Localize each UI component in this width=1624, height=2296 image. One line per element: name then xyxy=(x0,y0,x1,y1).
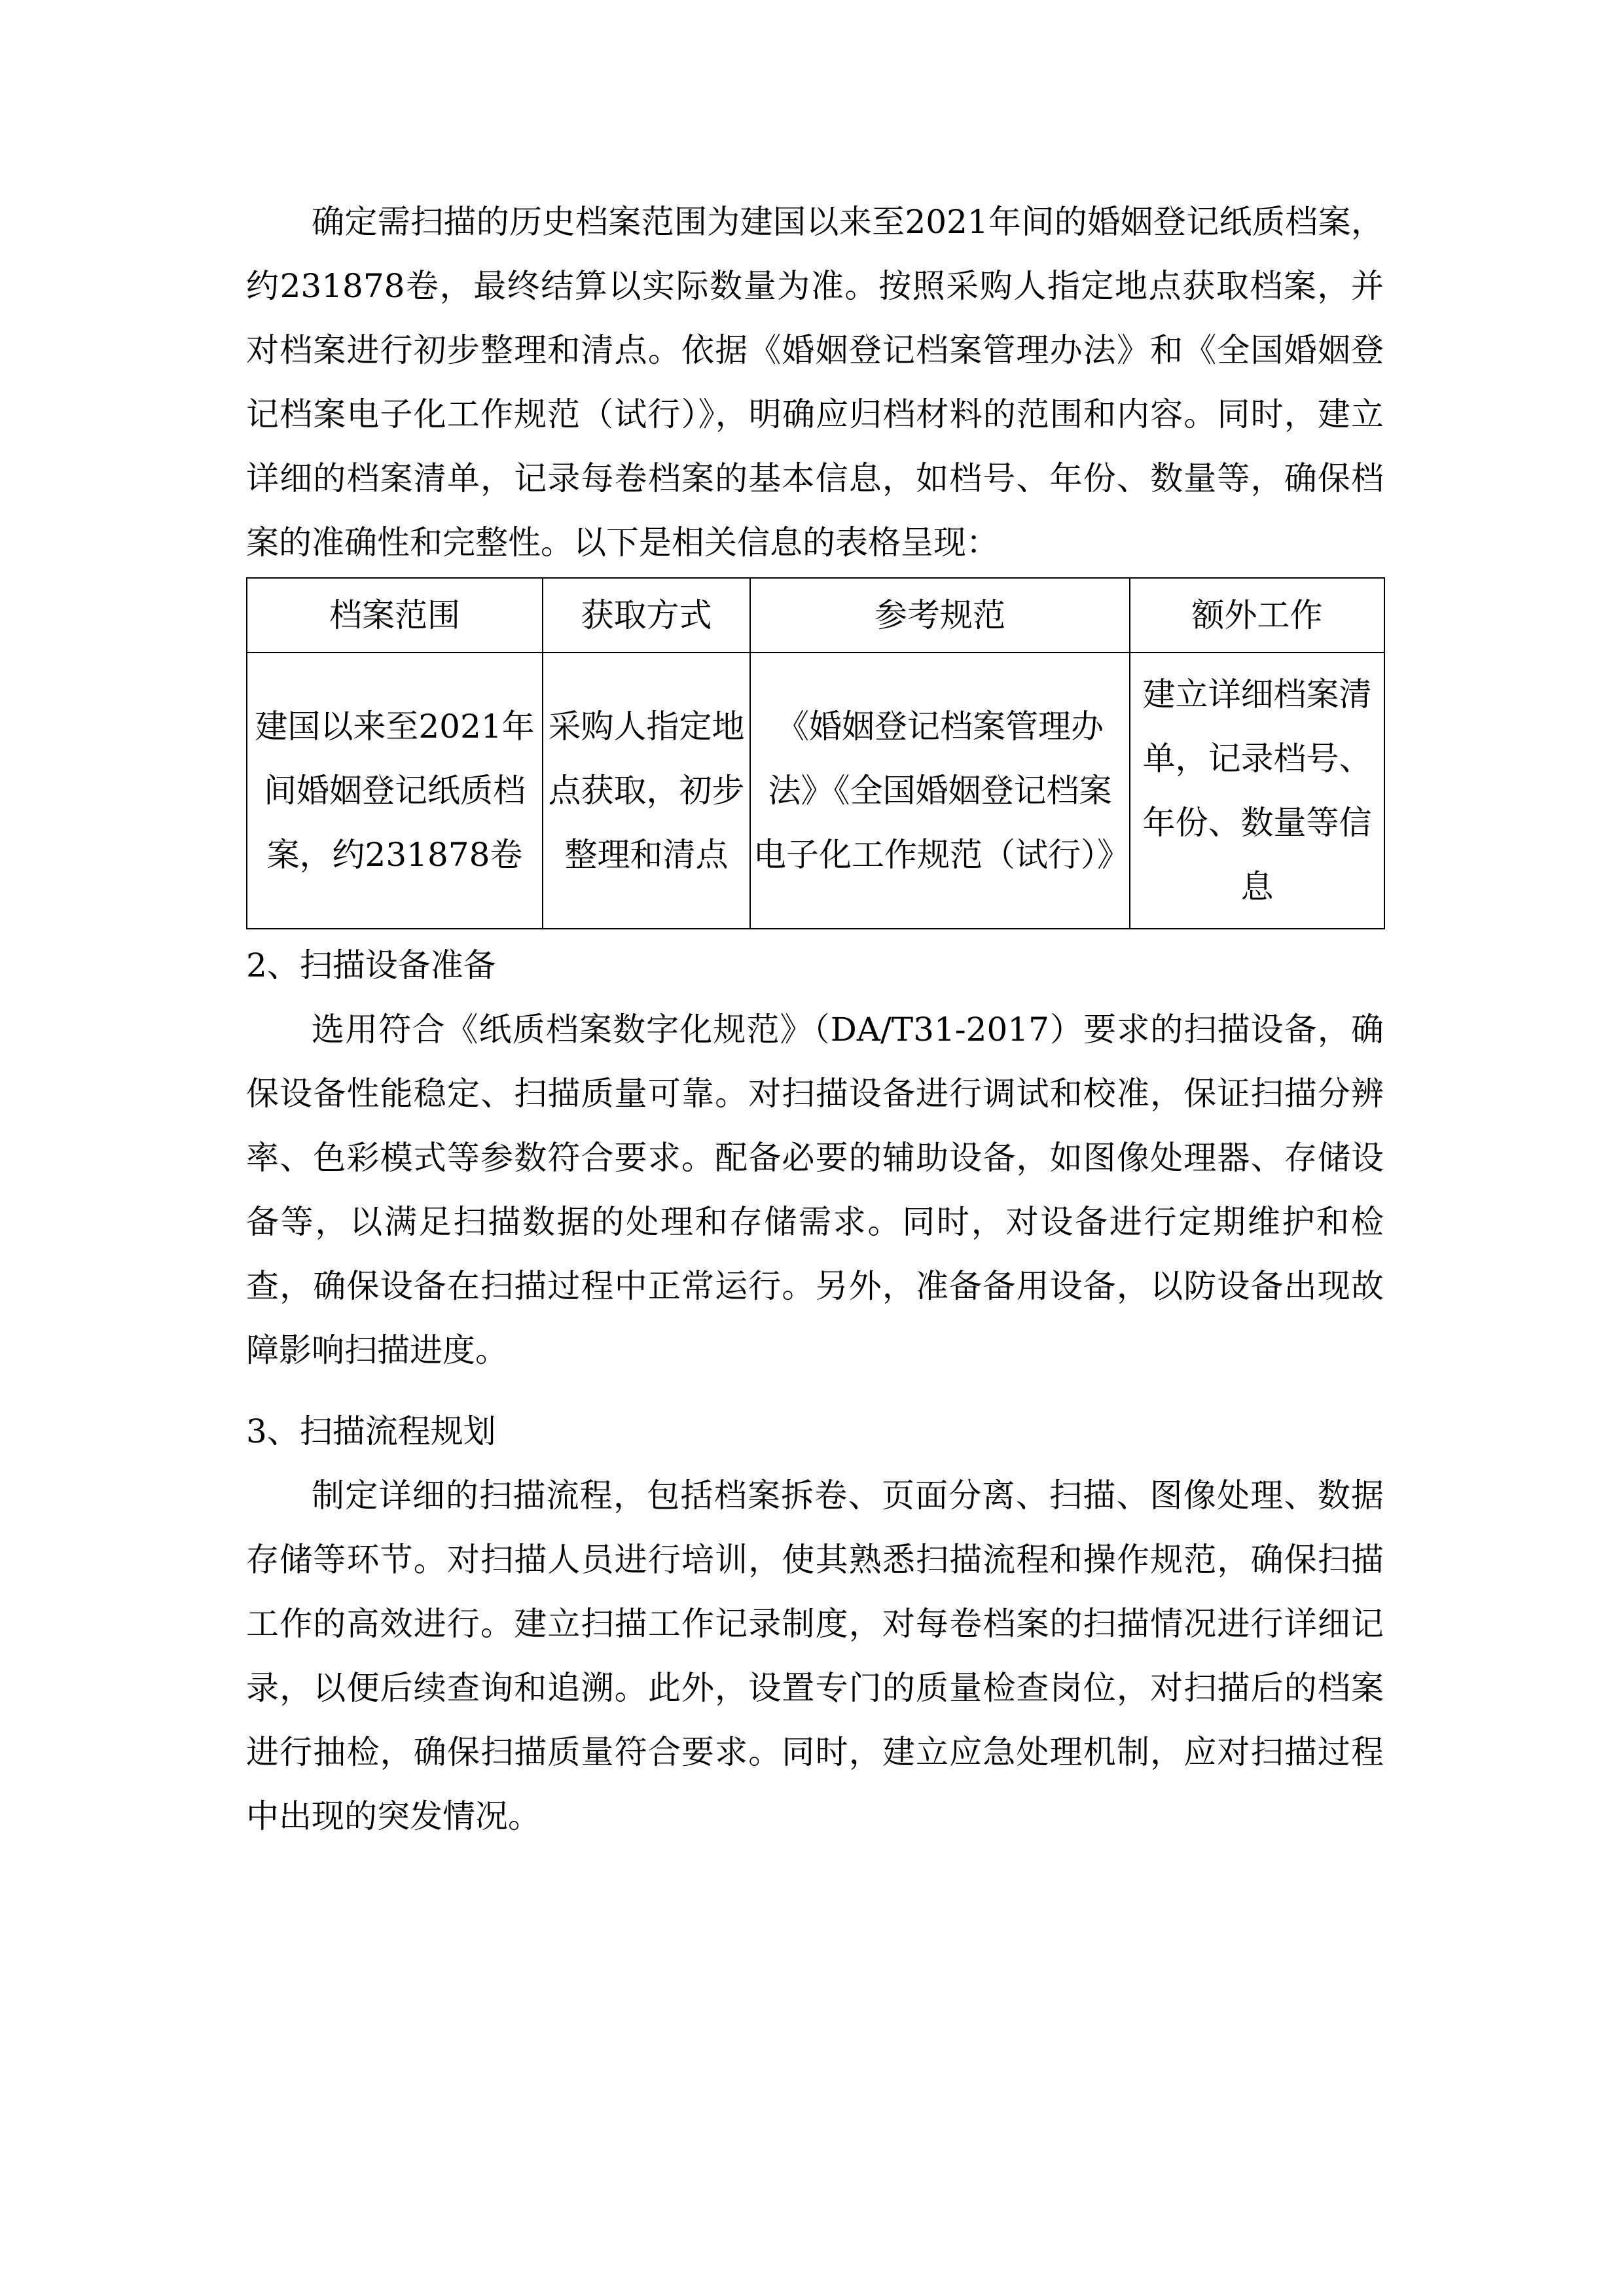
table-cell: 采购人指定地点获取，初步整理和清点 xyxy=(543,653,750,929)
table-cell: 建立详细档案清单，记录档号、年份、数量等信息 xyxy=(1130,653,1384,929)
section-3-heading: 3、扫描流程规划 xyxy=(246,1412,496,1450)
table-header-cell: 参考规范 xyxy=(750,578,1130,653)
section-2-heading: 2、扫描设备准备 xyxy=(246,946,496,984)
section-3-paragraph: 制定详细的扫描流程，包括档案拆卷、页面分离、扫描、图像处理、数据存储等环节。对扫描人员进行培训，使其熟悉扫描流程和操作规范，确保扫描工作的高效进行。建立扫描工作记录制度，对每卷档案的扫描情况进行详细记录，以便后续查询和追溯。此外，设置专门的质量检查岗位，对扫描后的档案进行抽检，确保扫描质量符合要求。同时，建立应急处理机制，应对扫描过程中出现的突发情况。 xyxy=(246,1477,1384,1835)
table-cell: 建国以来至2021年间婚姻登记纸质档案，约231878卷 xyxy=(247,653,543,929)
table-header-row xyxy=(247,578,1384,653)
table-row xyxy=(247,653,1384,929)
table-header-cell: 额外工作 xyxy=(1130,578,1384,653)
document-body xyxy=(246,190,1384,1848)
section-spacer xyxy=(246,1382,1384,1399)
intro-paragraph: 确定需扫描的历史档案范围为建国以来至2021年间的婚姻登记纸质档案，约231878卷，最终结算以实际数量为准。按照采购人指定地点获取档案，并对档案进行初步整理和清点。依据《婚姻登记档案管理办法》和《全国婚姻登记档案电子化工作规范（试行）》，明确应归档材料的范围和内容。同时，建立详细的档案清单，记录每卷档案的基本信息，如档号、年份、数量等，确保档案的准确性和完整性。以下是相关信息的表格呈现： xyxy=(246,203,1384,562)
table-header-cell: 档案范围 xyxy=(247,578,543,653)
section-2-paragraph: 选用符合《纸质档案数字化规范》（DA/T31-2017）要求的扫描设备，确保设备性能稳定、扫描质量可靠。对扫描设备进行调试和校准，保证扫描分辨率、色彩模式等参数符合要求。配备必要的辅助设备，如图像处理器、存储设备等，以满足扫描数据的处理和存储需求。同时，对设备进行定期维护和检查，确保设备在扫描过程中正常运行。另外，准备备用设备，以防设备出现故障影响扫描进度。 xyxy=(246,1011,1384,1369)
table-header-cell: 获取方式 xyxy=(543,578,750,653)
archive-info-table xyxy=(246,577,1385,929)
table-cell: 《婚姻登记档案管理办法》《全国婚姻登记档案电子化工作规范（试行）》 xyxy=(750,653,1130,929)
